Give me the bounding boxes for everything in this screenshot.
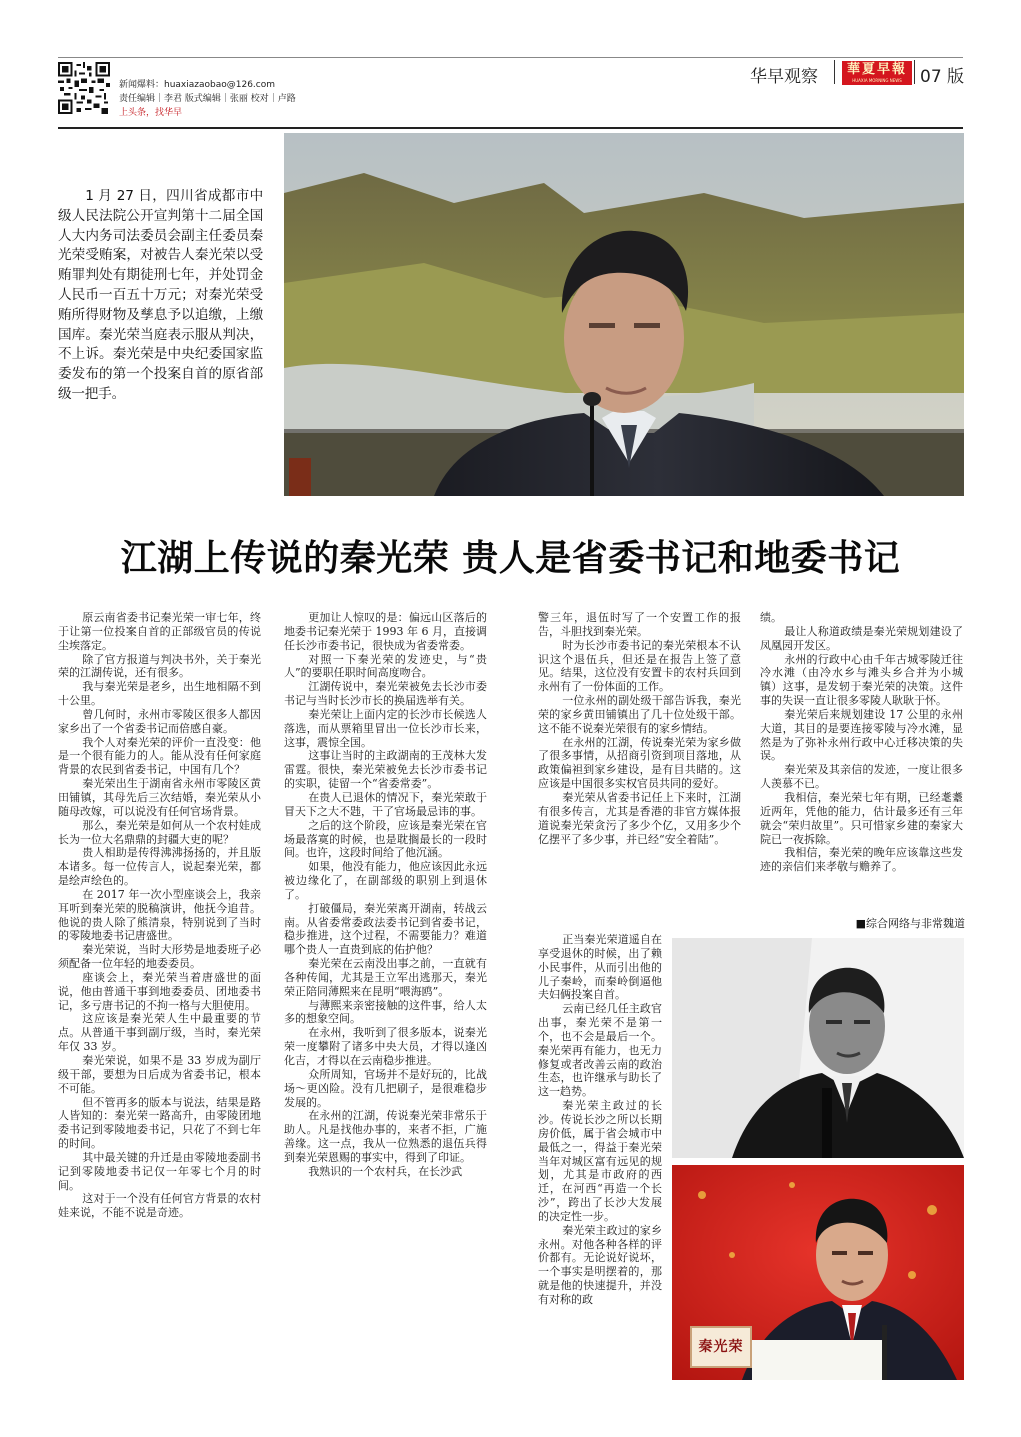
headline: 江湖上传说的秦光荣 贵人是省委书记和地委书记 — [120, 538, 901, 579]
paragraph: 秦光荣出生于湖南省永州市零陵区黄田铺镇，其母先后三次结婚，秦光荣从小随母改嫁，可以说没有任何官场背景。 — [58, 777, 261, 818]
name-card: 秦光荣 — [690, 1326, 752, 1368]
news-hotline: 新闻爆料：huaxiazaobao@126.com — [119, 80, 276, 90]
paragraph: 对照一下秦光荣的发迹史，与“贵人”的要职任职时间高度吻合。 — [284, 652, 487, 680]
paragraph: 时为长沙市委书记的秦光荣根本不认识这个退伍兵，但还是在报告上签了意见。结果，这位没有安置卡的农村兵回到永州有了一份体面的工作。 — [538, 638, 741, 694]
paragraph: 其中最关键的升迁是由零陵地委副书记到零陵地委书记仅一年零七个月的时间。 — [58, 1150, 261, 1192]
paragraph: 那么，秦光荣是如何从一个农村娃成长为一位大名鼎鼎的封疆大吏的呢？ — [58, 818, 261, 846]
paragraph: 在永州的江湖，传说秦光荣非常乐于助人。凡是找他办事的，来者不拒，广施善缘。这一点，我从一位熟悉的退伍兵得到秦光荣恩赐的事实中，得到了印证。 — [284, 1109, 487, 1164]
paragraph: 秦光荣及其亲信的发迹，一度让很多人羡慕不已。 — [760, 763, 963, 791]
paragraph: 正当秦光荣道遥自在享受退休的时候，出了赖小民事件，从而引出他的儿子秦岭，而秦岭倒逼他夫妇俩投案自首。 — [538, 933, 662, 1002]
header-rule — [58, 127, 963, 129]
article-column-1 — [58, 611, 261, 1220]
paragraph: 秦光荣主政过的长沙。传说长沙之所以长期房价低，属于省会城市中最低之一，得益于秦光荣当年对城区富有远见的规划，尤其是市政府的西迁，在河西“再造一个长沙”，跨出了长沙大发展的决定性一步。 — [538, 1099, 662, 1223]
edition-number: 07 版 — [920, 67, 965, 87]
paragraph: 一位永州的副处级干部告诉我，秦光荣的家乡黄田铺镇出了几十位处级干部。这不能不说秦光荣很有的家乡情结。 — [538, 694, 741, 735]
paragraph: 这事让当时的主政湖南的王茂林大发雷霆。很快，秦光荣被免去长沙市委书记的实职，徒留一个“省委常委”。 — [284, 749, 487, 791]
header-separator — [834, 60, 835, 84]
paragraph: 我相信，秦光荣七年有期，已经耄耋近两年，凭他的能力，估计最多还有三年就会“荣归故里”。只可惜家乡建的秦家大院已一夜拆除。 — [760, 790, 963, 846]
paragraph: 警三年，退伍时写了一个安置工作的报告，斗胆找到秦光荣。 — [538, 611, 741, 638]
paragraph: 在贵人已退休的情况下，秦光荣敢于冒天下之大不韪，干了官场最忌讳的事。 — [284, 790, 487, 818]
paragraph: 这对于一个没有任何官方背景的农村娃来说，不能不说是奇迹。 — [58, 1192, 261, 1220]
paragraph: 秦光荣主政过的家乡永州。对他各种各样的评价都有。无论说好说坏，一个事实是明摆着的，那就是他的快速提升，并没有对称的政 — [538, 1223, 662, 1306]
paragraph: 秦光荣说，如果不是 33 岁成为副厅级干部，要想为日后成为省委书记，根本不可能。 — [58, 1054, 261, 1095]
paragraph: 秦光荣后来规划建设 17 公里的永州大道，其目的是要连接零陵与冷水滩，显然是为了弥补永州行政中心迁移决策的失误。 — [760, 707, 963, 763]
paragraph: 在永州的江湖，传说秦光荣为家乡做了很多事情，从招商引资到项目落地，从政策偏袒到家乡建设，是有目共睹的。这应该是中国很多实权官员共同的爱好。 — [538, 735, 741, 791]
paragraph: 我与秦光荣是老乡，出生地相隔不到十公里。 — [58, 680, 261, 708]
paragraph: 贵人相助是传得沸沸扬扬的，并且版本诸多。每一位传言人，说起秦光荣，都是绘声绘色的。 — [58, 846, 261, 888]
main-photo — [284, 133, 964, 496]
paragraph: 我熟识的一个农村兵，在长沙武 — [308, 1164, 463, 1178]
paragraph: 这应该是秦光荣人生中最重要的节点。从普通干事到副厅级，当时，秦光荣年仅 33 岁。 — [58, 1012, 261, 1054]
paragraph: 在 2017 年一次小型座谈会上，我亲耳听到秦光荣的脱稿演讲，他抚今追昔。他说的贵人除了熊清泉，特别说到了当时的零陵地委书记唐盛世。 — [58, 887, 261, 943]
paragraph: 秦光荣让上面内定的长沙市长候选人落选，而从票箱里冒出一位长沙市长来，这事，震惊全国。 — [284, 707, 487, 749]
paragraph: 众所周知，官场并不是好玩的，比战场～更凶险。没有几把刷子，是很难稳步发展的。 — [284, 1067, 487, 1109]
article-column-2 — [284, 611, 487, 1179]
paragraph: 江湖传说中，秦光荣被免去长沙市委书记与当时长沙市长的换届选举有关。 — [284, 680, 487, 708]
paragraph: 座谈会上，秦光荣当着唐盛世的面说，他由普通干事到地委委员、团地委书记，多亏唐书记的不拘一格与大胆使用。 — [58, 970, 261, 1012]
bw-portrait-photo — [672, 938, 964, 1158]
paragraph: 与薄熙来亲密接触的这件事，给人太多的想象空间。 — [284, 998, 487, 1026]
article-column-3 — [538, 611, 741, 846]
paragraph: 秦光荣在云南没出事之前，一直就有各种传闻，尤其是王立军出逃那天，秦光荣正陪同薄熙来在昆明“喂海鸥”。 — [284, 957, 487, 998]
paragraph: 永州的行政中心由千年古城零陵迁往冷水滩（由冷水乡与滩头乡合并为小城镇）这事，是发轫于秦光荣的决策。这件事的失误一直让很多零陵人耿耿于怀。 — [760, 652, 963, 708]
paragraph: 除了官方报道与判决书外，关于秦光荣的江湖传说，还有很多。 — [58, 652, 261, 680]
article-source: ■综合网络与非常魏道 — [855, 917, 965, 930]
paragraph: 更加让人惊叹的是：偏远山区落后的地委书记秦光荣于 1993 年 6 月，直接调任长沙市委书记，很快成为省委常委。 — [284, 611, 487, 652]
paragraph: 曾几何时，永州市零陵区很多人都因家乡出了一个省委书记而倍感自豪。 — [58, 707, 261, 735]
lead-text: 1 月 27 日，四川省成都市中级人民法院公开宣判第十二届全国人大内务司法委员会副主任委员秦光荣受贿案，对被告人秦光荣以受贿罪判处有期徒刑七年，并处罚金人民币一百五十万元；对秦光荣受贿所得财物及孳息予以追缴，上缴国库。秦光荣当庭表示服从判决，不上诉。秦光荣是中央纪委国家监委发布的第一个投案自首的原省部级一把手。 — [58, 188, 263, 402]
paragraph: 秦光荣从省委书记任上下来时，江湖有很多传言，尤其是香港的非官方媒体报道说秦光荣贪污了多少个亿，又用多少个亿摆平了多少事，并已经“安全着陆”。 — [538, 790, 741, 846]
top-rule — [58, 57, 963, 58]
article-column-4 — [760, 611, 963, 874]
logo-text: 華夏早報 — [846, 62, 907, 77]
newspaper-logo — [842, 61, 912, 85]
paragraph: 如果，他没有能力，他应该因此永远被边缘化了，在副部级的职别上到退休了。 — [284, 860, 487, 901]
qr-code-icon[interactable] — [58, 62, 110, 114]
slogan: 上头条，找华早 — [119, 108, 183, 118]
paragraph: 我个人对秦光荣的评价一直没变：他是一个很有能力的人。能从没有任何家庭背景的农民到省委书记，中国有几个？ — [58, 735, 261, 777]
paragraph: 在永州，我听到了很多版本，说秦光荣一度攀附了诸多中央大员，才得以逢凶化吉，才得以在云南稳步推进。 — [284, 1026, 487, 1067]
paragraph: 原云南省委书记秦光荣一审七年，终于让第一位投案自首的正部级官员的传说尘埃落定。 — [58, 611, 261, 652]
paragraph: 绩。 — [760, 611, 782, 624]
paragraph: 之后的这个阶段，应该是秦光荣在官场最落寞的时候，也是耽搁最长的一段时间。也许，这段时间给了他沉涵。 — [284, 818, 487, 860]
header-separator — [914, 60, 915, 84]
article-column-3-narrow — [538, 933, 662, 1307]
section-title: 华早观察 — [750, 67, 818, 87]
paragraph: 云南已经几任主政官出事，秦光荣不是第一个，也不会是最后一个。秦光荣再有能力，也无力修复或者改善云南的政治生态，也许继承与助长了这一趋势。 — [538, 1002, 662, 1099]
paragraph: 打破僵局，秦光荣离开湖南，转战云南。从省委常委政法委书记到省委书记，稳步推进，这个过程，不需要能力？难道哪个贵人一直贵到底的佑护他？ — [284, 901, 487, 957]
paragraph: 但不管再多的版本与说法，结果是路人皆知的：秦光荣一路高升，由零陵团地委书记到零陵地委书记，只花了不到七年的时间。 — [58, 1095, 261, 1151]
logo-subtitle: HUAXIA MORNING NEWS — [852, 78, 902, 83]
lead-paragraph — [58, 187, 263, 405]
paragraph: 我相信，秦光荣的晚年应该靠这些发迹的亲信们来孝敬与赡养了。 — [760, 846, 963, 874]
paragraph: 最让人称道政绩是秦光荣规划建设了凤凰园开发区。 — [760, 624, 963, 652]
editor-credits: 责任编辑｜李君 版式编辑｜张丽 校对｜卢路 — [119, 94, 296, 104]
paragraph: 秦光荣说，当时大形势是地委班子必须配备一位年轻的地委委员。 — [58, 943, 261, 971]
